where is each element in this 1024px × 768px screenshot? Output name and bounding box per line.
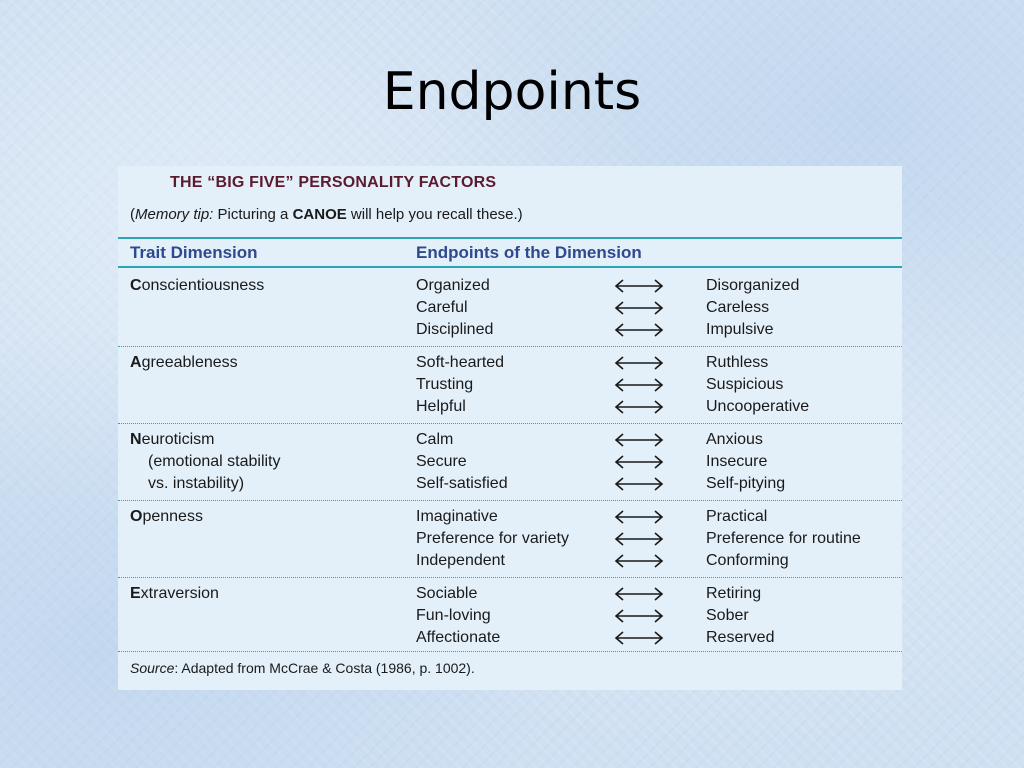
table-heading: THE “BIG FIVE” PERSONALITY FACTORS <box>170 174 497 191</box>
endpoint-low: Sociable <box>416 585 478 602</box>
trait-name <box>130 583 219 605</box>
row-divider <box>118 651 902 652</box>
endpoint-low: Self-satisfied <box>416 475 508 492</box>
double-arrow-icon <box>614 587 664 601</box>
endpoint-high: Disorganized <box>706 277 800 294</box>
endpoint-high: Self-pitying <box>706 475 786 492</box>
double-arrow-icon <box>614 301 664 315</box>
endpoint-high: Practical <box>706 508 768 525</box>
endpoint-low: Helpful <box>416 398 466 415</box>
memory-tip-label: Memory tip: <box>135 206 214 223</box>
column-header-endpoints: Endpoints of the Dimension <box>416 243 642 262</box>
trait-name <box>130 352 238 374</box>
endpoint-high: Suspicious <box>706 376 784 393</box>
double-arrow-icon <box>614 323 664 337</box>
endpoint-low: Calm <box>416 431 454 448</box>
row-divider <box>118 423 902 424</box>
endpoint-high: Anxious <box>706 431 763 448</box>
trait-name <box>130 506 203 528</box>
endpoint-high: Impulsive <box>706 321 774 338</box>
double-arrow-icon <box>614 433 664 447</box>
double-arrow-icon <box>614 378 664 392</box>
endpoint-high: Reserved <box>706 629 775 646</box>
trait-initial: C <box>130 277 142 294</box>
memory-tip-middle: Picturing a <box>213 206 293 223</box>
trait-rest: euroticism <box>141 431 215 448</box>
double-arrow-icon <box>614 279 664 293</box>
endpoint-low: Imaginative <box>416 508 498 525</box>
memory-tip-open: ( <box>130 206 135 223</box>
column-header-trait: Trait Dimension <box>130 243 258 262</box>
double-arrow-icon <box>614 400 664 414</box>
endpoint-high: Ruthless <box>706 354 769 371</box>
double-arrow-icon <box>614 477 664 491</box>
trait-initial: N <box>130 431 142 448</box>
trait-name <box>130 275 264 297</box>
endpoint-high: Careless <box>706 299 770 316</box>
endpoint-high: Insecure <box>706 453 768 470</box>
endpoint-low: Independent <box>416 552 505 569</box>
header-top-rule <box>118 237 902 239</box>
trait-subtitle: (emotional stability <box>148 453 281 470</box>
double-arrow-icon <box>614 609 664 623</box>
endpoint-high: Preference for routine <box>706 530 861 547</box>
endpoint-low: Secure <box>416 453 467 470</box>
source-note <box>130 660 475 676</box>
endpoint-low: Preference for variety <box>416 530 569 547</box>
trait-initial: E <box>130 585 141 602</box>
trait-name <box>130 429 214 451</box>
endpoint-low: Trusting <box>416 376 474 393</box>
trait-rest: greeableness <box>141 354 238 371</box>
trait-initial: O <box>130 508 143 525</box>
trait-rest: xtraversion <box>140 585 219 602</box>
trait-rest: penness <box>142 508 203 525</box>
endpoint-low: Organized <box>416 277 490 294</box>
memory-tip-keyword: CANOE <box>292 206 347 223</box>
trait-subtitle: vs. instability) <box>148 475 245 492</box>
endpoint-low: Careful <box>416 299 468 316</box>
endpoint-low: Soft-hearted <box>416 354 505 371</box>
double-arrow-icon <box>614 631 664 645</box>
endpoint-low: Affectionate <box>416 629 501 646</box>
endpoint-high: Conforming <box>706 552 789 569</box>
row-divider <box>118 346 902 347</box>
endpoint-high: Retiring <box>706 585 762 602</box>
slide-title: Endpoints <box>382 62 642 122</box>
memory-tip-end: will help you recall these.) <box>346 206 523 223</box>
source-text: : Adapted from McCrae & Costa (1986, p. 1002). <box>174 660 475 676</box>
endpoint-high: Uncooperative <box>706 398 810 415</box>
header-bottom-rule <box>118 266 902 268</box>
trait-initial: A <box>130 354 142 371</box>
big-five-table <box>118 166 902 690</box>
source-label: Source <box>130 660 175 676</box>
double-arrow-icon <box>614 356 664 370</box>
endpoint-high: Sober <box>706 607 749 624</box>
double-arrow-icon <box>614 554 664 568</box>
row-divider <box>118 500 902 501</box>
trait-rest: onscientiousness <box>141 277 265 294</box>
endpoint-low: Disciplined <box>416 321 494 338</box>
double-arrow-icon <box>614 455 664 469</box>
row-divider <box>118 577 902 578</box>
memory-tip <box>130 206 523 223</box>
endpoint-low: Fun-loving <box>416 607 491 624</box>
double-arrow-icon <box>614 510 664 524</box>
double-arrow-icon <box>614 532 664 546</box>
